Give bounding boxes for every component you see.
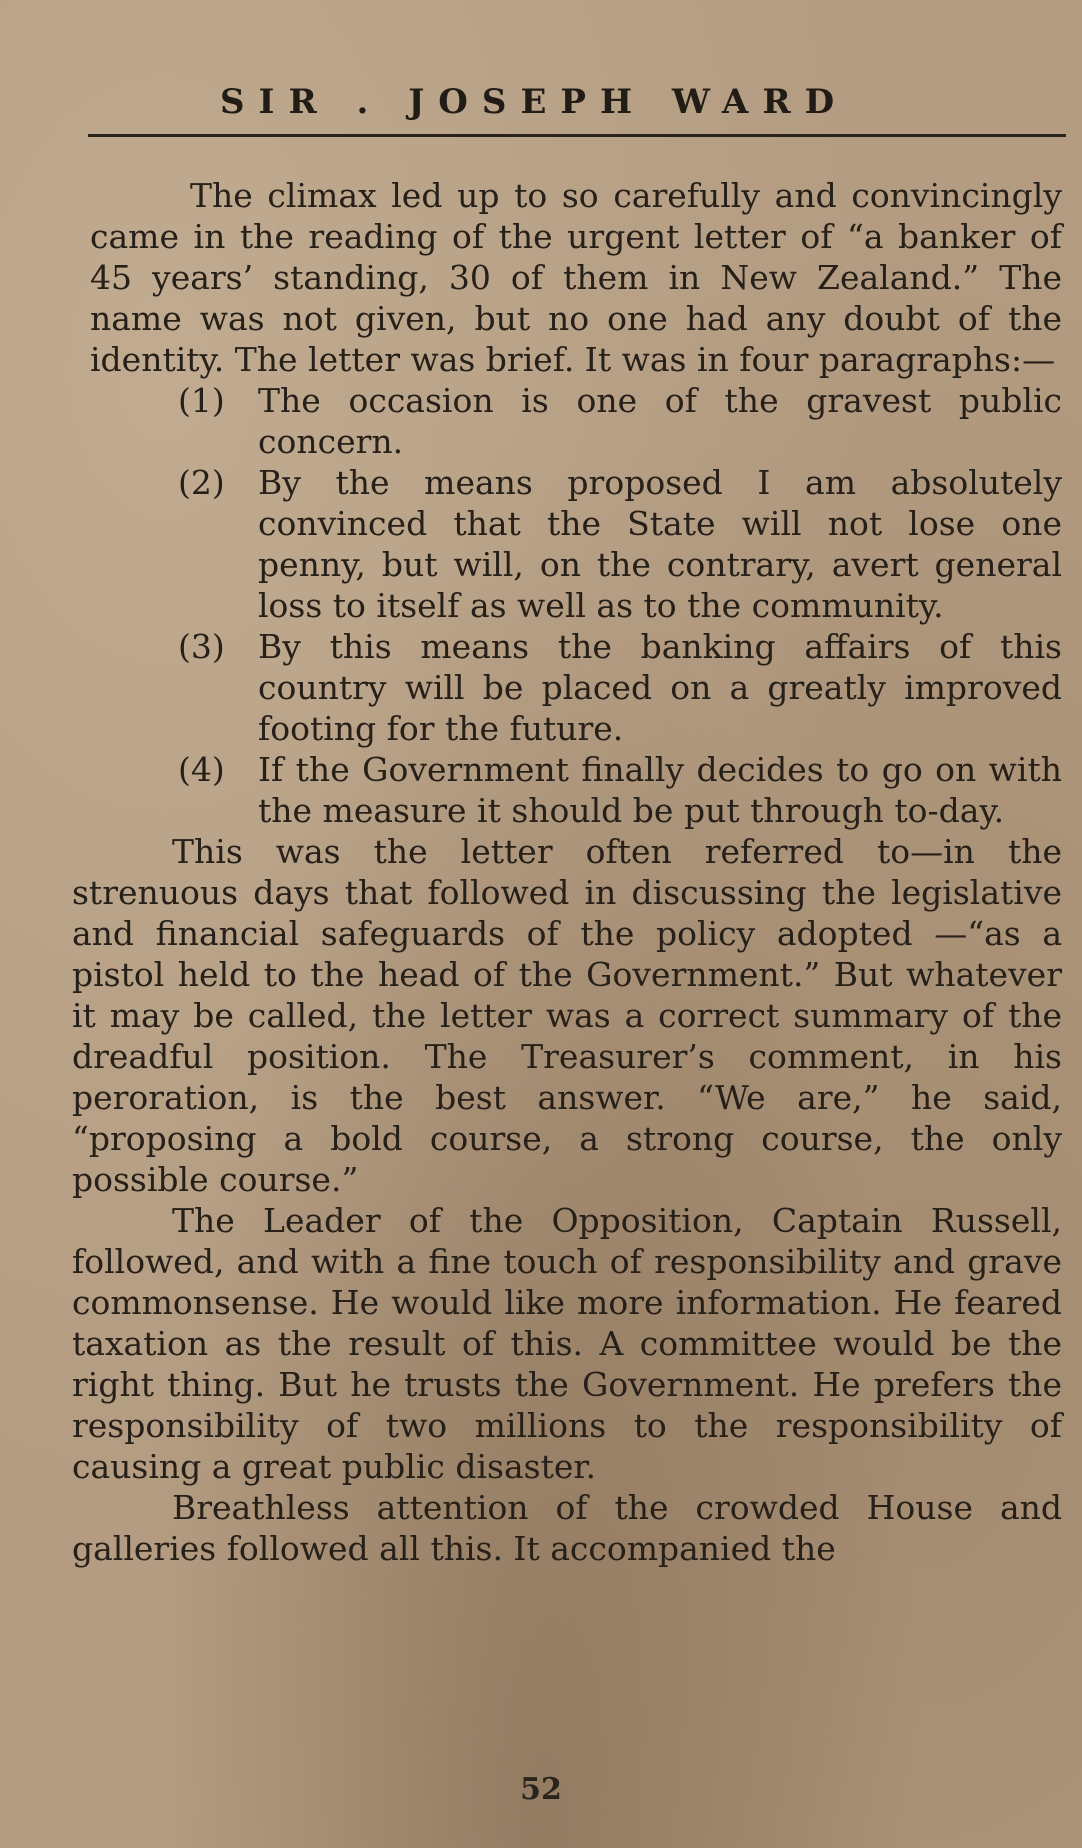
letter-item-number: (3) — [178, 627, 225, 666]
paragraph-intro: The climax led up to so carefully and convincingly came in the reading of the urgent letter of “a banker of 45 years’ standing, 30 of them in New Zealand.” The name was not given, but no one had any doubt of the identity. The letter was brief. It was in four paragraphs:— — [90, 176, 1062, 379]
letter-list — [72, 380, 1062, 831]
paragraph: This was the letter often referred to—in the strenuous days that followed in discussing the legislative and financial safeguards of the policy adopted —“as a pistol held to the head of the Government.” But whatever it may be called, the letter was a correct summary of the dreadful position. The Treasurer’s comment, in his peroration, is the best answer. “We are,” he said, “proposing a bold course, a strong course, the only possible course.” — [72, 832, 1062, 1199]
letter-item — [72, 380, 1062, 462]
running-head: SIR . JOSEPH WARD — [220, 82, 849, 122]
letter-item-text: By this means the banking affairs of this country will be placed on a greatly improved footing for the future. — [258, 627, 1062, 748]
header-rule — [88, 134, 1066, 137]
letter-item-text: If the Government finally decides to go on with the measure it should be put through to-day. — [258, 750, 1062, 830]
body-text — [72, 175, 1062, 1569]
letter-item-text: The occasion is one of the gravest public concern. — [258, 381, 1062, 461]
letter-item — [72, 462, 1062, 626]
paragraph: Breathless attention of the crowded House and galleries followed all this. It accompanied the — [72, 1488, 1062, 1568]
letter-item-number: (1) — [178, 381, 225, 420]
letter-item — [72, 626, 1062, 749]
page-number: 52 — [520, 1772, 562, 1807]
letter-item — [72, 749, 1062, 831]
letter-item-number: (4) — [178, 750, 225, 789]
letter-item-text: By the means proposed I am absolutely convinced that the State will not lose one penny, but will, on the contrary, avert general loss to itself as well as to the community. — [258, 463, 1062, 625]
letter-item-number: (2) — [178, 463, 225, 502]
paragraph: The Leader of the Opposition, Captain Russell, followed, and with a fine touch of responsibility and grave commonsense. He would like more information. He feared taxation as the result of this. A committee would be the right thing. But he trusts the Government. He prefers the responsibility of two millions to the responsibility of causing a great public disaster. — [72, 1201, 1062, 1486]
